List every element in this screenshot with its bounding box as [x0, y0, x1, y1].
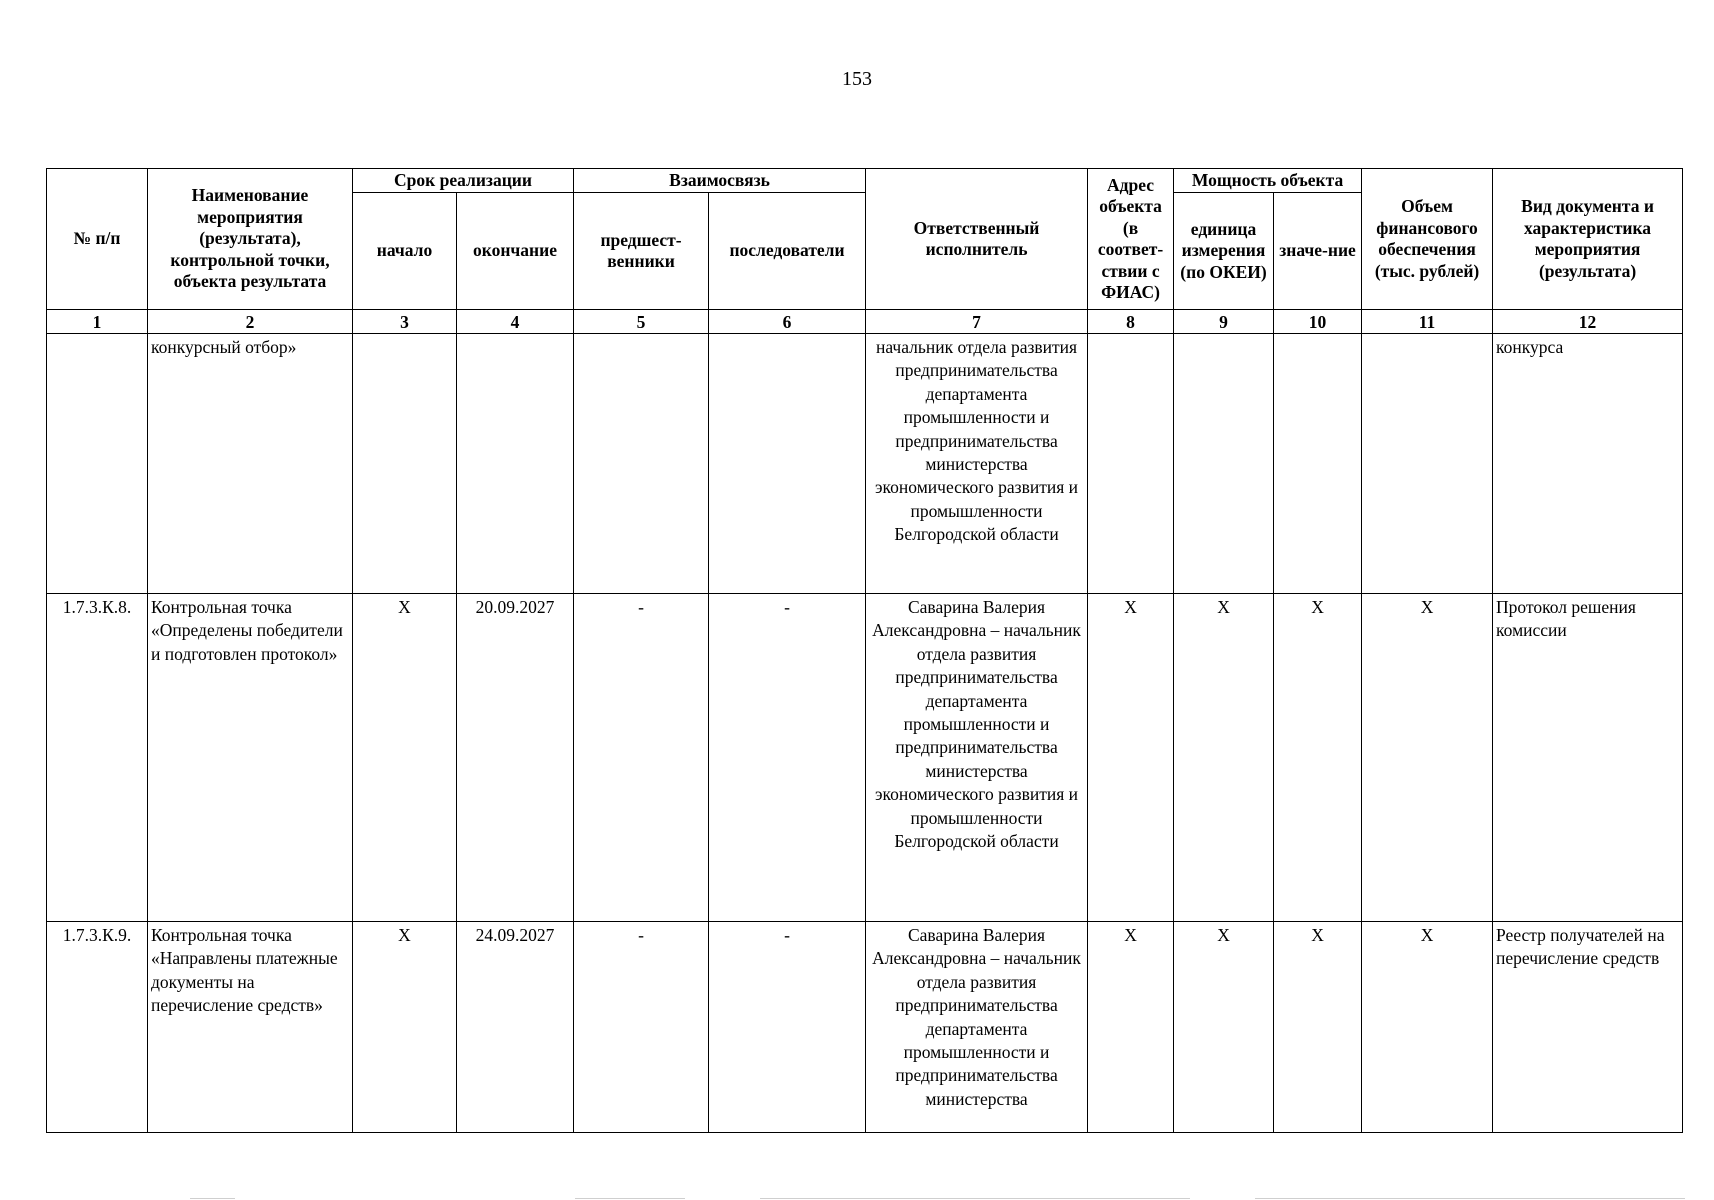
table-header: [47, 169, 1683, 334]
cell-unit: Х: [1174, 922, 1274, 1133]
header-successors: последователи: [709, 193, 866, 310]
cell-value: Х: [1274, 594, 1362, 922]
cell-address: Х: [1088, 922, 1174, 1133]
column-number: 9: [1174, 310, 1274, 334]
column-number: 7: [866, 310, 1088, 334]
column-number: 4: [457, 310, 574, 334]
header-no: № п/п: [47, 169, 148, 310]
cell-predecessors: -: [574, 922, 709, 1133]
cell-no: [47, 334, 148, 594]
cell-start: [353, 334, 457, 594]
table-row: [47, 594, 1683, 922]
cell-finance: Х: [1362, 594, 1493, 922]
cell-successors: -: [709, 922, 866, 1133]
plan-table: [46, 168, 1683, 1133]
cell-document: Протокол решения комиссии: [1493, 594, 1683, 922]
header-name: Наименование мероприятия (результата), контрольной точки, объекта результата: [148, 169, 353, 310]
cell-responsible: Саварина Валерия Александровна – начальник отдела развития предпринимательства департамента промышленности и предпринимательства министерства: [866, 922, 1088, 1133]
cell-finance: [1362, 334, 1493, 594]
cell-start: Х: [353, 594, 457, 922]
cell-value: Х: [1274, 922, 1362, 1133]
header-finance: Объем финансового обеспечения (тыс. рублей): [1362, 169, 1493, 310]
cell-responsible: Саварина Валерия Александровна – начальник отдела развития предпринимательства департамента промышленности и предпринимательства министерства экономического развития и промышленности Белгородской области: [866, 594, 1088, 922]
cell-end: [457, 334, 574, 594]
header-address: Адрес объекта (в соответ-ствии с ФИАС): [1088, 169, 1174, 310]
column-number: 5: [574, 310, 709, 334]
header-unit: единица измерения (по ОКЕИ): [1174, 193, 1274, 310]
cell-name: конкурсный отбор»: [148, 334, 353, 594]
cell-start: Х: [353, 922, 457, 1133]
cell-address: Х: [1088, 594, 1174, 922]
header-group-period: Срок реализации: [353, 169, 574, 193]
scan-artifact-line: [575, 1198, 685, 1199]
header-start: начало: [353, 193, 457, 310]
column-number: 3: [353, 310, 457, 334]
column-number: 6: [709, 310, 866, 334]
cell-no: 1.7.3.К.8.: [47, 594, 148, 922]
table-row: [47, 922, 1683, 1133]
page-number: 153: [842, 68, 872, 90]
header-responsible: Ответственный исполнитель: [866, 169, 1088, 310]
header-predecessors: предшест-венники: [574, 193, 709, 310]
table-row: [47, 334, 1683, 594]
cell-successors: -: [709, 594, 866, 922]
cell-end: 24.09.2027: [457, 922, 574, 1133]
cell-finance: Х: [1362, 922, 1493, 1133]
cell-end: 20.09.2027: [457, 594, 574, 922]
column-number: 8: [1088, 310, 1174, 334]
column-number: 11: [1362, 310, 1493, 334]
cell-unit: [1174, 334, 1274, 594]
cell-address: [1088, 334, 1174, 594]
header-value: значе-ние: [1274, 193, 1362, 310]
cell-predecessors: [574, 334, 709, 594]
header-document: Вид документа и характеристика мероприятия (результата): [1493, 169, 1683, 310]
scan-artifact-line: [1255, 1198, 1685, 1199]
column-number: 10: [1274, 310, 1362, 334]
cell-responsible: начальник отдела развития предпринимательства департамента промышленности и предпринимательства министерства экономического развития и промышленности Белгородской области: [866, 334, 1088, 594]
header-end: окончание: [457, 193, 574, 310]
header-group-link: Взаимосвязь: [574, 169, 866, 193]
header-group-capacity: Мощность объекта: [1174, 169, 1362, 193]
cell-successors: [709, 334, 866, 594]
column-number: 2: [148, 310, 353, 334]
cell-document: конкурса: [1493, 334, 1683, 594]
cell-predecessors: -: [574, 594, 709, 922]
scan-artifact-line: [190, 1198, 235, 1199]
column-number: 12: [1493, 310, 1683, 334]
cell-name: Контрольная точка «Определены победители и подготовлен протокол»: [148, 594, 353, 922]
column-number: 1: [47, 310, 148, 334]
cell-unit: Х: [1174, 594, 1274, 922]
cell-document: Реестр получателей на перечисление средств: [1493, 922, 1683, 1133]
scan-artifact-line: [760, 1198, 1190, 1199]
cell-value: [1274, 334, 1362, 594]
cell-no: 1.7.3.К.9.: [47, 922, 148, 1133]
cell-name: Контрольная точка «Направлены платежные документы на перечисление средств»: [148, 922, 353, 1133]
